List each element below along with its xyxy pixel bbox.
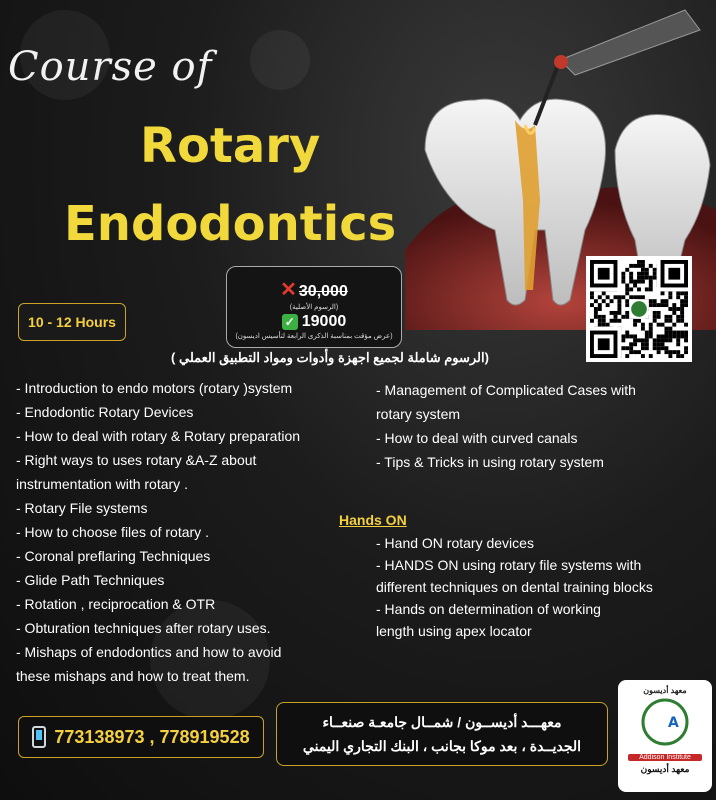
title-endodontics: Endodontics	[64, 196, 397, 252]
course-of-heading: Course of	[8, 44, 213, 90]
topic-item: - Mishaps of endodontics and how to avoid	[16, 644, 282, 660]
hands-on-item: - HANDS ON using rotary file systems with	[376, 557, 642, 573]
topic-item: - How to choose files of rotary .	[16, 524, 209, 540]
new-price	[227, 313, 401, 331]
topic-item: - Tips & Tricks in using rotary system	[376, 454, 604, 470]
topic-item: - Coronal preflaring Techniques	[16, 548, 211, 564]
hands-on-heading: Hands ON	[339, 512, 407, 528]
topic-item: - Introduction to endo motors (rotary )system	[16, 380, 293, 396]
logo-bottom-text: معهد أديسون	[640, 764, 690, 774]
hands-on-item: different techniques on dental training blocks	[376, 579, 653, 595]
topic-item: - Right ways to uses rotary &A-Z about	[16, 452, 257, 468]
topic-item: instrumentation with rotary .	[16, 476, 188, 492]
phone-box[interactable]	[18, 716, 264, 758]
qr-code[interactable]	[586, 256, 692, 362]
crescent-emblem-icon	[635, 697, 695, 747]
arabic-fees-note: (الرسوم شاملة لجميع اجهزة وأدوات ومواد التطبيق العملي )	[171, 350, 489, 365]
phone-numbers: 773138973 , 778919528	[54, 726, 250, 747]
phone-icon	[32, 726, 46, 748]
check-icon: ✓	[282, 314, 298, 330]
topic-item: - How to deal with rotary & Rotary preparation	[16, 428, 301, 444]
offer-note: (عرض مؤقت بمناسبة الذكرى الرابعة لتأسيس اديسون)	[235, 333, 393, 340]
logo-top-text: معهد أديسون	[643, 686, 687, 695]
svg-text:A: A	[668, 715, 679, 731]
hands-on-item: - Hand ON rotary devices	[376, 535, 534, 551]
old-price-value: 30,000	[298, 283, 348, 300]
topic-item: - Rotation , reciprocation & OTR	[16, 596, 216, 612]
topic-item: - Endodontic Rotary Devices	[16, 404, 194, 420]
bokeh-light	[250, 30, 310, 90]
hands-on-item: - Hands on determination of working	[376, 601, 601, 617]
address-line-2: الجديــدة ، بعد موكا بجانب ، البنك التجاري اليمني	[302, 738, 582, 754]
qr-code-icon	[590, 260, 688, 358]
old-price-note: (الرسوم الأصلية)	[289, 304, 339, 311]
topic-item: - How to deal with curved canals	[376, 430, 578, 446]
hands-on-list	[376, 532, 711, 642]
topic-item: these mishaps and how to treat them.	[16, 668, 250, 684]
topic-item: - Glide Path Techniques	[16, 572, 165, 588]
left-topic-list	[16, 376, 361, 688]
right-topic-list	[376, 378, 706, 474]
logo-english-text: Addison Institute	[628, 754, 702, 761]
hands-on-item: length using apex locator	[376, 623, 532, 639]
title-rotary: Rotary	[140, 118, 321, 174]
new-price-value: 19000	[301, 313, 347, 330]
topic-item: - Obturation techniques after rotary uses.	[16, 620, 271, 636]
topic-item: - Rotary File systems	[16, 500, 148, 516]
topic-item: - Management of Complicated Cases with	[376, 382, 636, 398]
duration-badge: 10 - 12 Hours	[18, 303, 126, 341]
address-box	[276, 702, 608, 766]
institute-logo	[618, 680, 712, 792]
cross-icon: ✕	[280, 279, 297, 301]
address-line-1: معهـــد أديســون / شمــال جامعـة صنعــاء	[322, 714, 562, 730]
old-price	[280, 277, 348, 302]
topic-item: rotary system	[376, 406, 461, 422]
price-box	[226, 266, 402, 348]
